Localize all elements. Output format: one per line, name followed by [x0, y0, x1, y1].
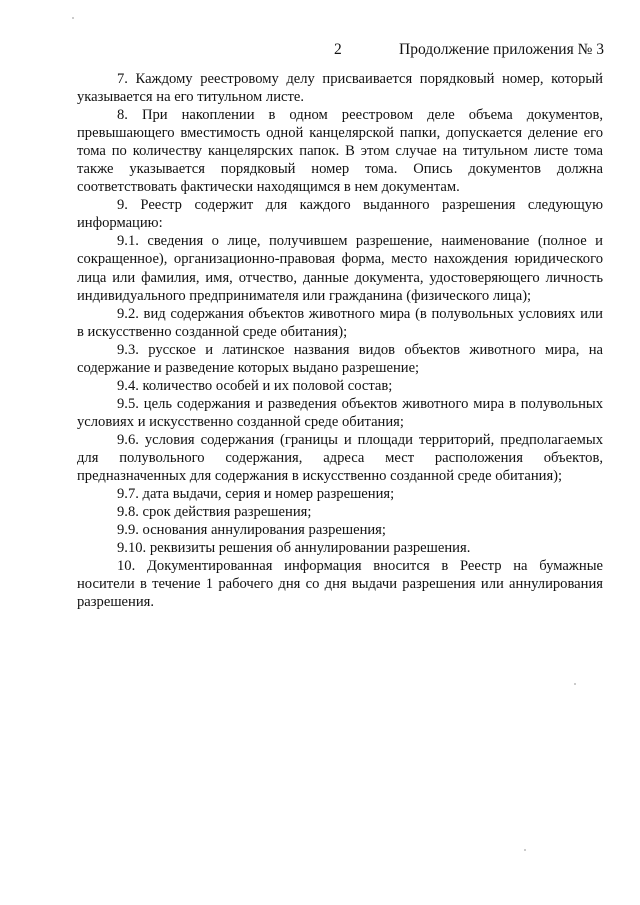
- paragraph-9-2: 9.2. вид содержания объектов животного мира (в полувольных условиях или в искусственно созданной среде обитания);: [77, 305, 603, 340]
- paragraph-7: 7. Каждому реестровому делу присваивается порядковый номер, который указывается на его титульном листе.: [77, 71, 603, 106]
- paragraph-9-4: 9.4. количество особей и их половой состав;: [117, 377, 393, 394]
- paragraph-9-8: 9.8. срок действия разрешения;: [117, 504, 312, 521]
- scan-speck: [72, 17, 74, 19]
- scan-speck: [574, 683, 576, 685]
- paragraph-9-10: 9.10. реквизиты решения об аннулировании разрешения.: [117, 540, 471, 557]
- page-number: 2: [334, 41, 342, 58]
- appendix-continuation-title: Продолжение приложения № 3: [399, 41, 604, 58]
- scan-speck: [524, 849, 526, 851]
- page-header: [0, 40, 640, 60]
- paragraph-9-7: 9.7. дата выдачи, серия и номер разрешения;: [117, 486, 395, 503]
- paragraph-9-3: 9.3. русское и латинское названия видов объектов животного мира, на содержание и разведение которых выдано разрешение;: [77, 341, 603, 376]
- document-body: [77, 70, 603, 611]
- paragraph-8: 8. При накоплении в одном реестровом деле объема документов, превышающего вместимость одной канцелярской папки, допускается деление его тома по количеству канцелярских папок. В этом случае на титульном листе тома также указывается порядковый номер тома. Опись документов должна соответствовать фактически находящимся в нем документам.: [77, 107, 603, 196]
- paragraph-9-6: 9.6. условия содержания (границы и площади территорий, предполагаемых для полувольного содержания, адреса мест расположения объектов, предназначенных для содержания в искусственно созданной среде обитания);: [77, 431, 603, 485]
- paragraph-10: 10. Документированная информация вносится в Реестр на бумажные носители в течение 1 рабочего дня со дня выдачи разрешения или аннулирования разрешения.: [77, 558, 603, 611]
- paragraph-9: 9. Реестр содержит для каждого выданного разрешения следующую информацию:: [77, 197, 603, 232]
- paragraph-9-1: 9.1. сведения о лице, получившем разрешение, наименование (полное и сокращенное), организационно-правовая форма, место нахождения юридического лица или фамилия, имя, отчество, данные документа, удостоверяющего личность индивидуального предпринимателя или гражданина (физического лица);: [77, 233, 603, 304]
- paragraph-9-9: 9.9. основания аннулирования разрешения;: [117, 522, 386, 539]
- paragraph-9-5: 9.5. цель содержания и разведения объектов животного мира в полувольных условиях и искусственно созданной среде обитания;: [77, 395, 603, 430]
